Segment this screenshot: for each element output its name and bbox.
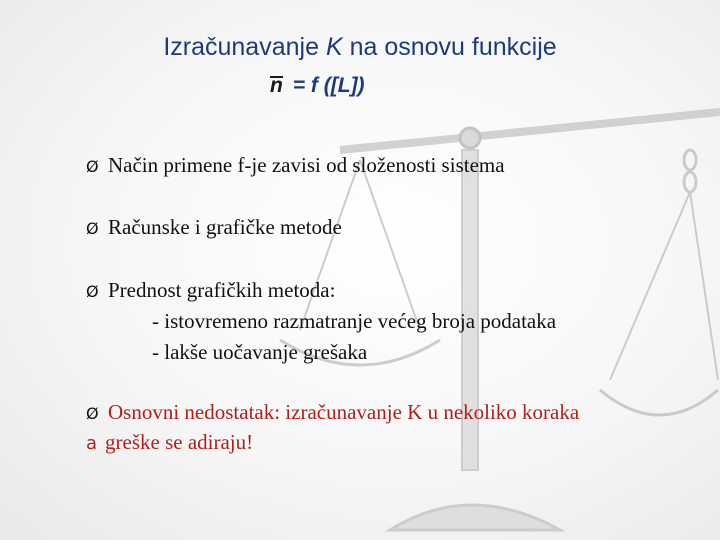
arrow-bullet-icon: Ø: [86, 404, 99, 423]
title-prefix: Izračunavanje: [163, 33, 326, 61]
title-suffix: na osnovu funkcije: [342, 33, 557, 61]
bullet-3: [86, 278, 335, 303]
bullet-1: [86, 153, 505, 178]
arrow-bullet-icon: Ø: [86, 282, 99, 301]
bullet-1-text: Način primene f-je zavisi od složenosti sistema: [108, 153, 505, 177]
bullet-4-text: Osnovni nedostatak: izračunavanje K u nekoliko koraka: [108, 400, 580, 424]
slide-title: [0, 33, 720, 62]
bullet-3-text: Prednost grafičkih metoda:: [108, 278, 336, 302]
formula-rest: = f ([L]): [292, 74, 365, 97]
bullet-4: [86, 400, 579, 425]
formula: [270, 74, 365, 98]
arrow-bullet-icon: Ø: [86, 219, 99, 238]
implies-symbol-icon: a: [86, 433, 98, 454]
formula-n-bar: n: [270, 74, 283, 97]
bullet-2: [86, 215, 342, 240]
arrow-bullet-icon: Ø: [86, 157, 99, 176]
sub-item-1: - istovremeno razmatranje većeg broja podataka: [152, 309, 557, 333]
continuation-text: greške se adiraju!: [105, 430, 254, 454]
continuation-line: [86, 430, 253, 455]
bullet-2-text: Računske i grafičke metode: [108, 215, 342, 239]
sub-item-2: - lakše uočavanje grešaka: [152, 340, 368, 364]
title-k: K: [325, 33, 343, 61]
